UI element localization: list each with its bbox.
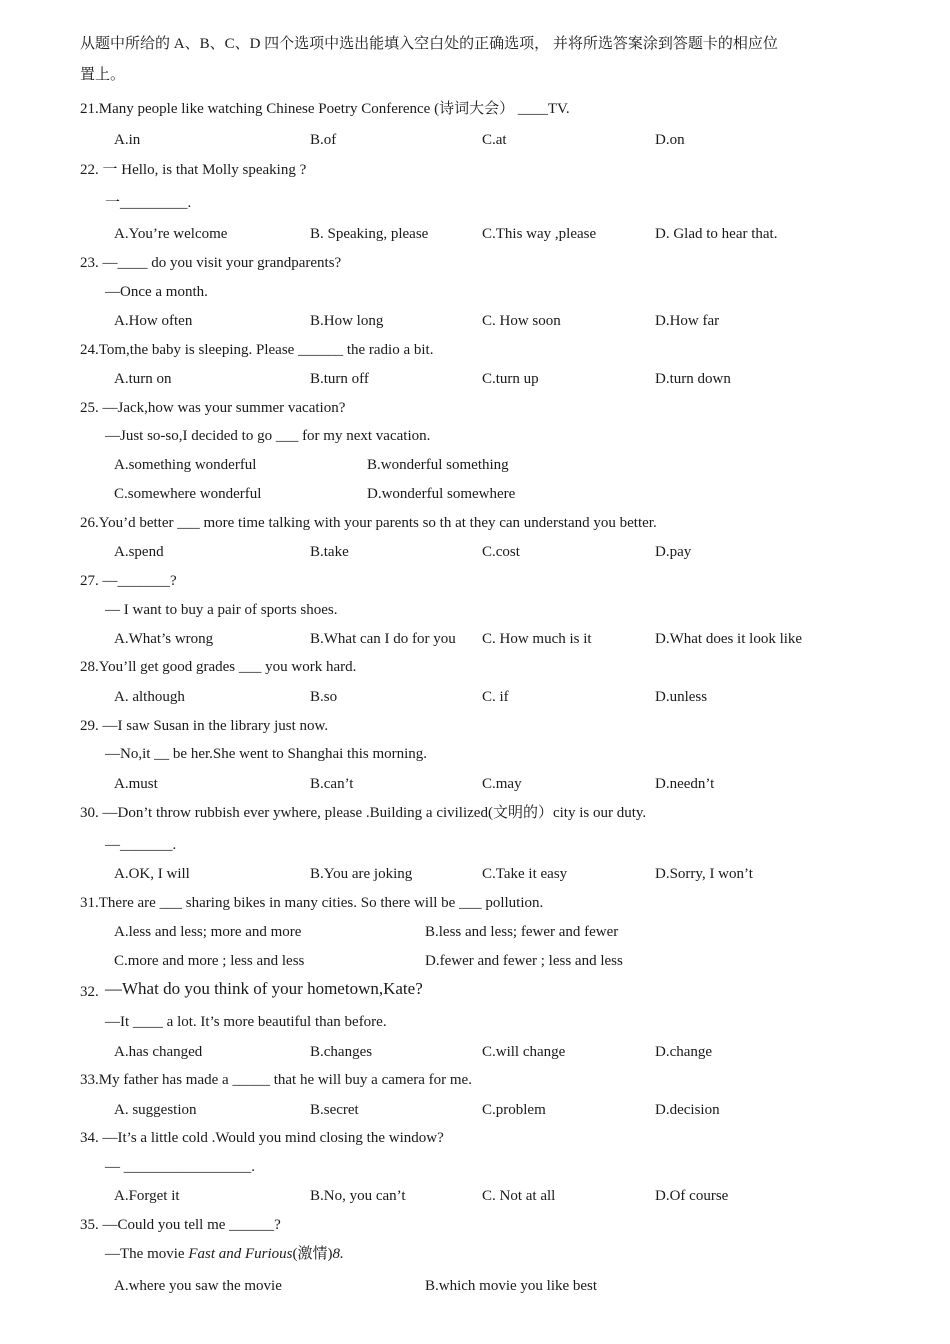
q34-option-d[interactable]: D.Of course xyxy=(655,1188,729,1204)
q29-option-b[interactable]: B.can’t xyxy=(310,776,354,792)
q24-option-d[interactable]: D.turn down xyxy=(655,371,731,387)
q22-option-a[interactable]: A.You’re welcome xyxy=(114,226,228,242)
q25-option-b[interactable]: B.wonderful something xyxy=(367,457,509,473)
q33-option-c[interactable]: C.problem xyxy=(482,1102,546,1118)
q21-option-a[interactable]: A.in xyxy=(114,132,141,148)
q21-option-d[interactable]: D.on xyxy=(655,132,685,148)
question-35-response xyxy=(105,1244,344,1264)
q24-option-b[interactable]: B.turn off xyxy=(310,371,369,387)
q32-option-d[interactable]: D.change xyxy=(655,1044,713,1060)
q27-option-c[interactable]: C. How much is it xyxy=(482,631,592,647)
q23-option-b[interactable]: B.How long xyxy=(310,313,384,329)
question-22-response: 一_________. xyxy=(105,195,192,211)
question-33-stem: 33.My father has made a _____ that he will buy a camera for me. xyxy=(80,1072,472,1088)
q34-option-c[interactable]: C. Not at all xyxy=(482,1188,556,1204)
instructions-line-2: 置上。 xyxy=(80,67,126,83)
q27-option-b[interactable]: B.What can I do for you xyxy=(310,631,456,647)
question-35-stem: 35. —Could you tell me ______? xyxy=(80,1217,281,1233)
q31-option-d[interactable]: D.fewer and fewer ; less and less xyxy=(425,953,623,969)
question-21-stem: 21.Many people like watching Chinese Poetry Conference (诗词大会） ____TV. xyxy=(80,101,570,117)
question-22-stem: 22. 一 Hello, is that Molly speaking ? xyxy=(80,162,307,178)
q31-option-c[interactable]: C.more and more ; less and less xyxy=(114,953,305,969)
q23-option-a[interactable]: A.How often xyxy=(114,313,193,329)
q23-option-d[interactable]: D.How far xyxy=(655,313,720,329)
q32-option-a[interactable]: A.has changed xyxy=(114,1044,203,1060)
q28-option-c[interactable]: C. if xyxy=(482,689,509,705)
q32-option-b[interactable]: B.changes xyxy=(310,1044,373,1060)
q21-option-b[interactable]: B.of xyxy=(310,132,337,148)
q25-option-d[interactable]: D.wonderful somewhere xyxy=(367,486,516,502)
q35-movie-title: Fast and Furious xyxy=(188,1246,293,1262)
question-30-response: —_______. xyxy=(105,837,177,853)
q26-option-b[interactable]: B.take xyxy=(310,544,349,560)
q30-option-c[interactable]: C.Take it easy xyxy=(482,866,568,882)
question-34-stem: 34. —It’s a little cold .Would you mind closing the window? xyxy=(80,1130,444,1146)
q28-option-b[interactable]: B.so xyxy=(310,689,338,705)
question-28-stem: 28.You’ll get good grades ___ you work hard. xyxy=(80,659,357,675)
question-34-response: — _________________. xyxy=(105,1159,255,1175)
q23-option-c[interactable]: C. How soon xyxy=(482,313,561,329)
q34-option-a[interactable]: A.Forget it xyxy=(114,1188,180,1204)
q27-option-a[interactable]: A.What’s wrong xyxy=(114,631,214,647)
q29-option-d[interactable]: D.needn’t xyxy=(655,776,715,792)
q30-option-d[interactable]: D.Sorry, I won’t xyxy=(655,866,753,882)
question-31-stem: 31.There are ___ sharing bikes in many cities. So there will be ___ pollution. xyxy=(80,895,544,911)
question-30-stem: 30. —Don’t throw rubbish ever ywhere, please .Building a civilized(文明的）city is our duty. xyxy=(80,805,647,821)
q22-option-b[interactable]: B. Speaking, please xyxy=(310,226,429,242)
q24-option-a[interactable]: A.turn on xyxy=(114,371,172,387)
question-23-response: —Once a month. xyxy=(105,284,208,300)
q33-option-b[interactable]: B.secret xyxy=(310,1102,359,1118)
q33-option-d[interactable]: D.decision xyxy=(655,1102,720,1118)
q26-option-a[interactable]: A.spend xyxy=(114,544,164,560)
question-25-response: —Just so-so,I decided to go ___ for my next vacation. xyxy=(105,428,431,444)
q24-option-c[interactable]: C.turn up xyxy=(482,371,539,387)
question-26-stem: 26.You’d better ___ more time talking with your parents so th at they can understand you better. xyxy=(80,515,657,531)
question-27-response: — I want to buy a pair of sports shoes. xyxy=(105,602,338,618)
q22-option-d[interactable]: D. Glad to hear that. xyxy=(655,226,778,242)
q35-option-a[interactable]: A.where you saw the movie xyxy=(114,1278,282,1294)
q32-option-c[interactable]: C.will change xyxy=(482,1044,566,1060)
question-29-response: —No,it __ be her.She went to Shanghai this morning. xyxy=(105,746,428,762)
q30-option-b[interactable]: B.You are joking xyxy=(310,866,413,882)
question-32-number: 32. xyxy=(80,984,99,1000)
q25-option-c[interactable]: C.somewhere wonderful xyxy=(114,486,262,502)
question-32-response: —It ____ a lot. It’s more beautiful than before. xyxy=(105,1014,387,1030)
q31-option-b[interactable]: B.less and less; fewer and fewer xyxy=(425,924,619,940)
q35-response-suffix: 8. xyxy=(332,1246,344,1262)
q28-option-a[interactable]: A. although xyxy=(114,689,185,705)
q26-option-d[interactable]: D.pay xyxy=(655,544,692,560)
q27-option-d[interactable]: D.What does it look like xyxy=(655,631,803,647)
question-25-stem: 25. —Jack,how was your summer vacation? xyxy=(80,400,346,416)
question-24-stem: 24.Tom,the baby is sleeping. Please ______ the radio a bit. xyxy=(80,342,434,358)
q30-option-a[interactable]: A.OK, I will xyxy=(114,866,190,882)
question-32-stem: —What do you think of your hometown,Kate? xyxy=(105,979,423,998)
q28-option-d[interactable]: D.unless xyxy=(655,689,708,705)
q34-option-b[interactable]: B.No, you can’t xyxy=(310,1188,406,1204)
question-23-stem: 23. —____ do you visit your grandparents? xyxy=(80,255,342,271)
q29-option-c[interactable]: C.may xyxy=(482,776,522,792)
q33-option-a[interactable]: A. suggestion xyxy=(114,1102,197,1118)
q35-response-gloss: (激情) xyxy=(292,1246,333,1262)
q31-option-a[interactable]: A.less and less; more and more xyxy=(114,924,302,940)
q29-option-a[interactable]: A.must xyxy=(114,776,158,792)
question-27-stem: 27. —_______? xyxy=(80,573,177,589)
question-29-stem: 29. —I saw Susan in the library just now. xyxy=(80,718,329,734)
instructions-line-1: 从题中所给的 A、B、C、D 四个选项中选出能填入空白处的正确选项， 并将所选答案涂到答题卡的相应位 xyxy=(80,36,778,52)
q25-option-a[interactable]: A.something wonderful xyxy=(114,457,257,473)
q26-option-c[interactable]: C.cost xyxy=(482,544,520,560)
q21-option-c[interactable]: C.at xyxy=(482,132,507,148)
q35-option-b[interactable]: B.which movie you like best xyxy=(425,1278,598,1294)
q22-option-c[interactable]: C.This way ,please xyxy=(482,226,597,242)
q35-response-prefix: —The movie xyxy=(105,1246,189,1262)
